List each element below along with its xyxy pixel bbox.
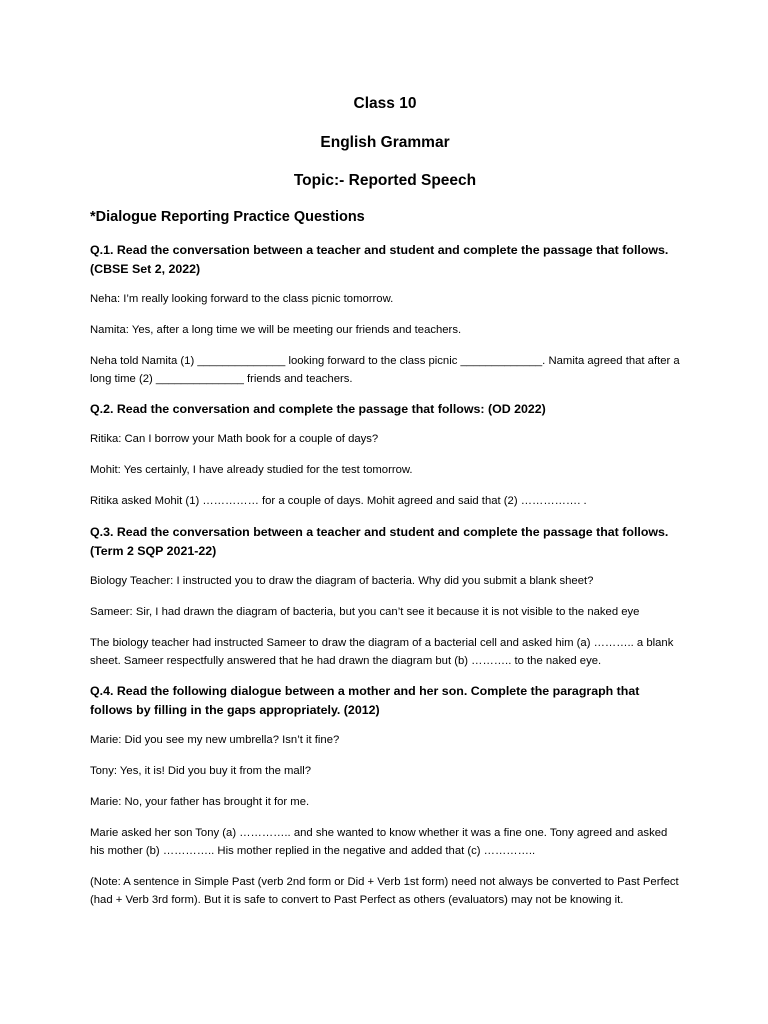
topic-heading: Topic:- Reported Speech [293,172,477,189]
section-title: *Dialogue Reporting Practice Questions [90,209,365,225]
question-1 [90,241,680,388]
question-3 [90,523,680,670]
question-title: Q.4. Read the following dialogue between a mother and her son. Complete the paragraph that follows by filling in the gaps appropriately. (2012) [90,684,640,717]
passage-line: Neha told Namita (1) ______________ looking forward to the class picnic _____________. Namita agreed that after a long time (2) ______________ friends and teachers. [90,355,680,385]
passage-line: Marie asked her son Tony (a) ………….. and she wanted to know whether it was a fine one. Tony agreed and asked his mother (b) ………….. His mother replied in the negative and added that (c) ………….. [90,827,668,857]
dialogue-line: Namita: Yes, after a long time we will be meeting our friends and teachers. [90,324,462,336]
dialogue-line: Biology Teacher: I instructed you to draw the diagram of bacteria. Why did you submit a blank sheet? [90,575,594,587]
question-2 [90,400,680,510]
question-title: Q.3. Read the conversation between a teacher and student and complete the passage that follows. (Term 2 SQP 2021-22) [90,525,669,558]
question-title: Q.1. Read the conversation between a teacher and student and complete the passage that follows. (CBSE Set 2, 2022) [90,243,669,276]
passage-line: The biology teacher had instructed Sameer to draw the diagram of a bacterial cell and asked him (a) ……….. a blank sheet. Sameer respectfully answered that he had drawn the diagram but (b) ……….. to the naked eye. [90,637,674,667]
dialogue-line: Neha: I’m really looking forward to the class picnic tomorrow. [90,293,394,305]
note-line: (Note: A sentence in Simple Past (verb 2nd form or Did + Verb 1st form) need not always be converted to Past Perfect (had + Verb 3rd form). But it is safe to convert to Past Perfect as others (evaluators) may not be knowing it. [90,876,679,906]
question-4 [90,682,680,909]
dialogue-line: Ritika: Can I borrow your Math book for a couple of days? [90,433,379,445]
class-heading: Class 10 [353,95,417,112]
passage-line: Ritika asked Mohit (1) …………… for a couple of days. Mohit agreed and said that (2) ……………. . [90,495,587,507]
dialogue-line: Tony: Yes, it is! Did you buy it from the mall? [90,765,312,777]
subject-heading: English Grammar [320,134,450,151]
dialogue-line: Marie: No, your father has brought it for me. [90,796,310,808]
question-title: Q.2. Read the conversation and complete the passage that follows: (OD 2022) [90,402,546,416]
dialogue-line: Sameer: Sir, I had drawn the diagram of bacteria, but you can’t see it because it is not visible to the naked eye [90,606,640,618]
dialogue-line: Marie: Did you see my new umbrella? Isn’t it fine? [90,734,340,746]
dialogue-line: Mohit: Yes certainly, I have already studied for the test tomorrow. [90,464,413,476]
